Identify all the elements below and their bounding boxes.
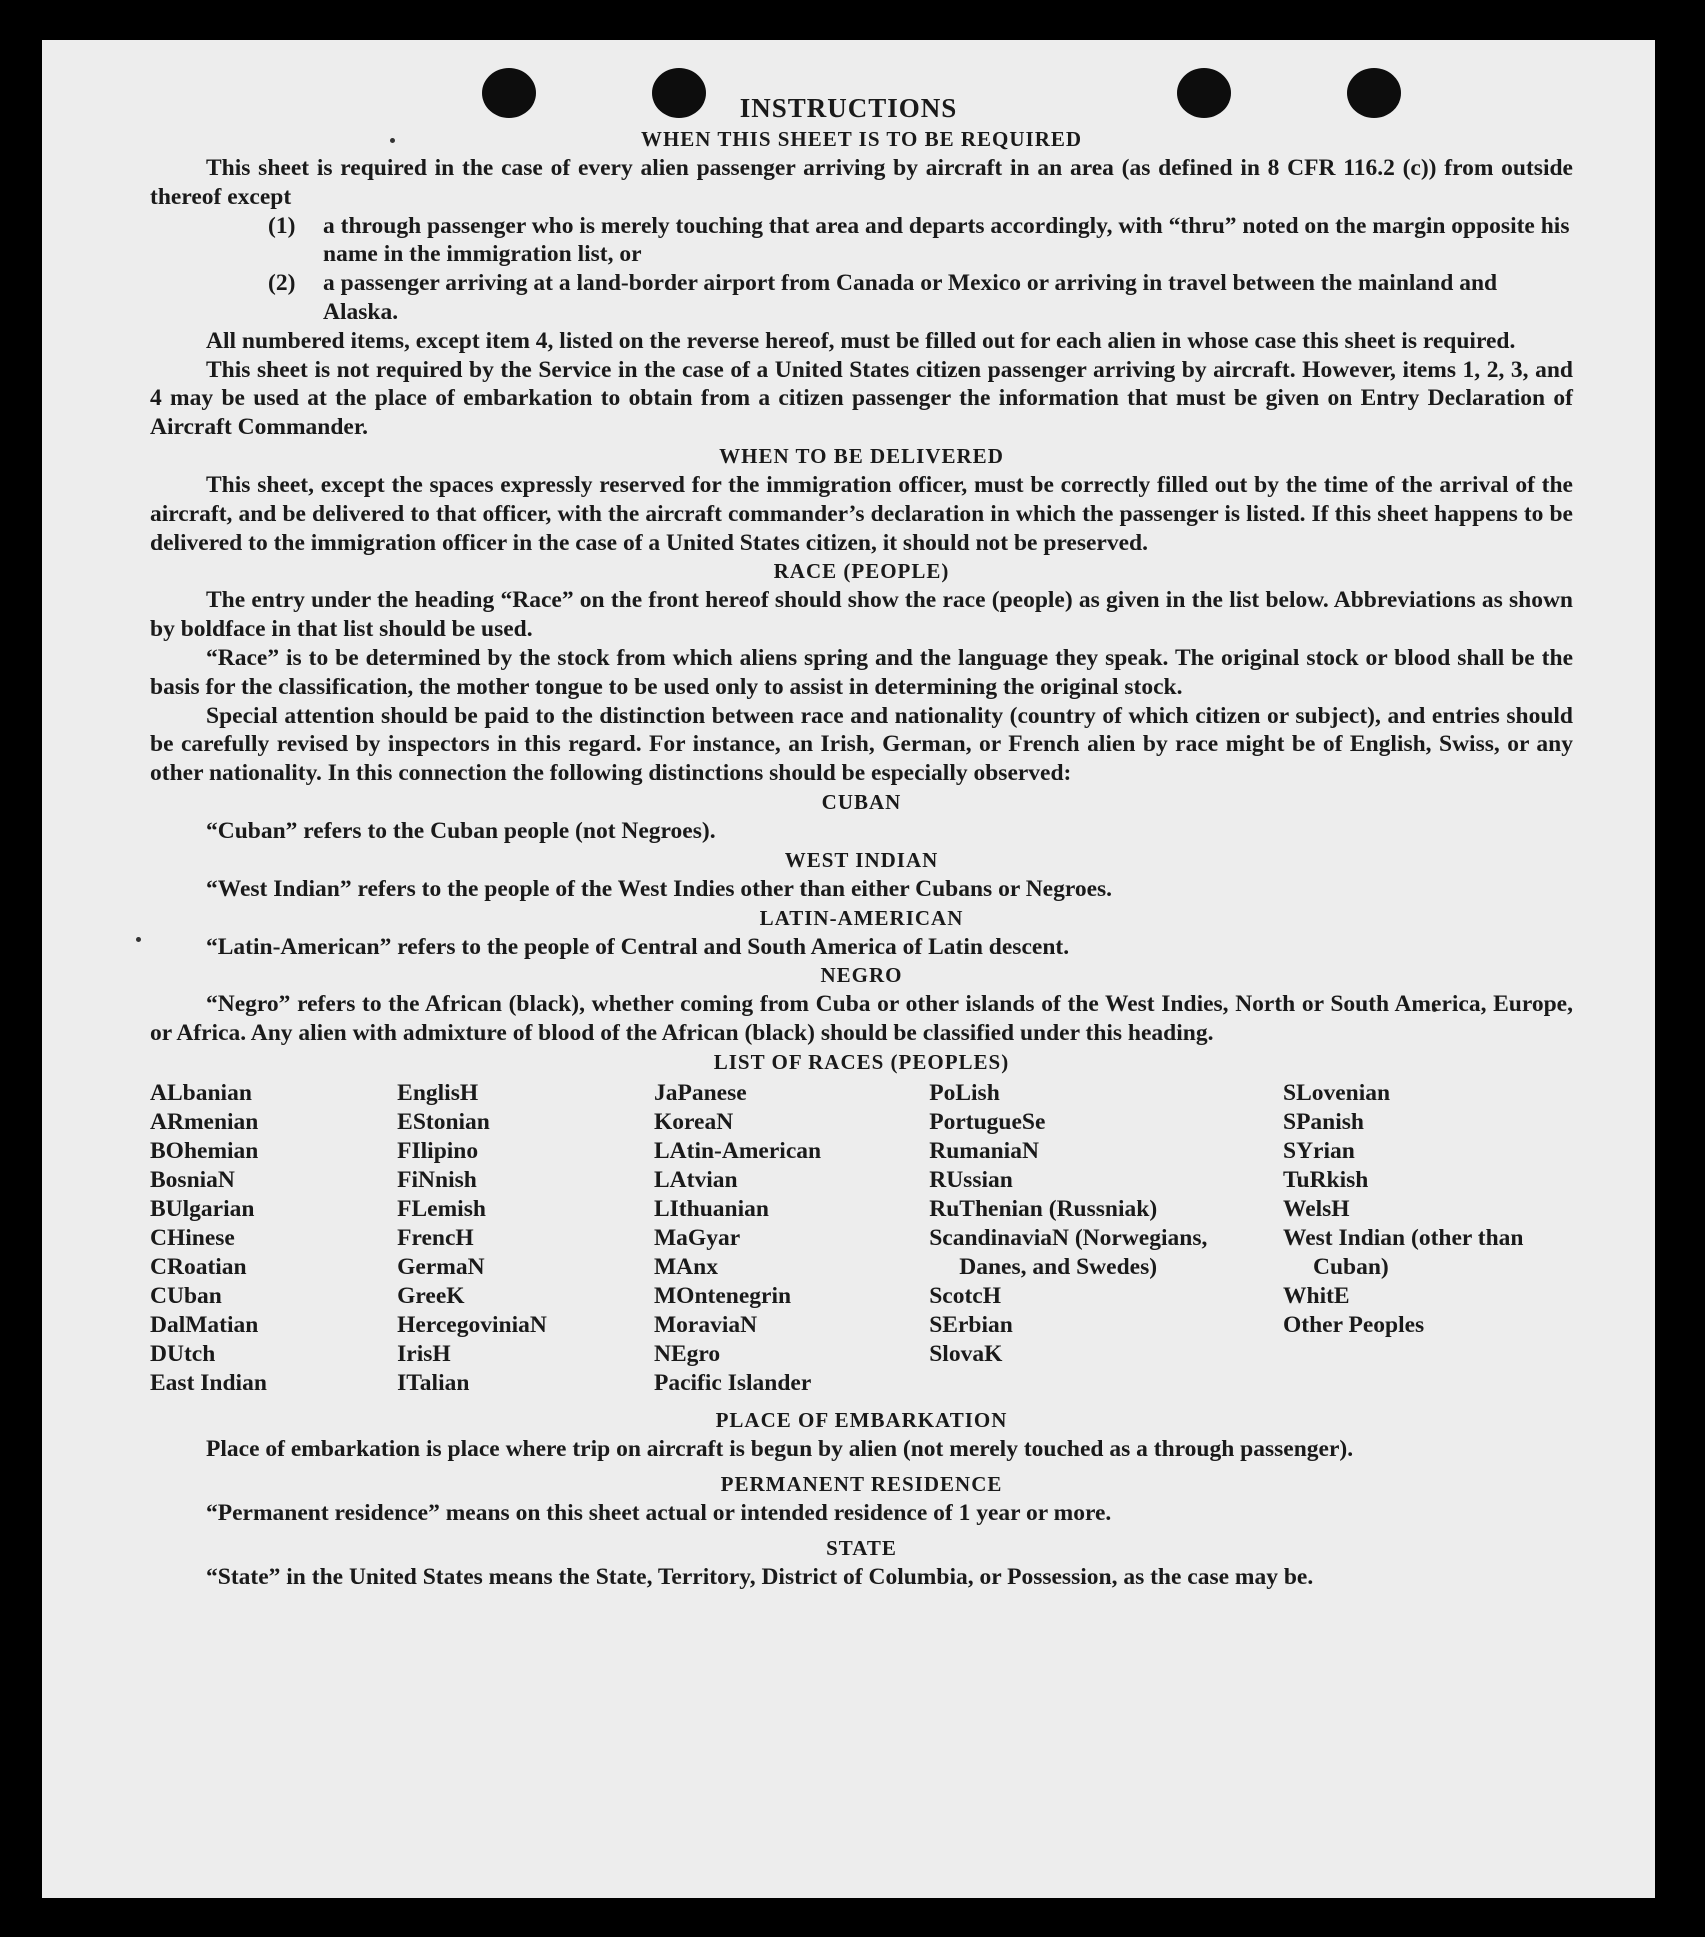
race-entry: RUssian bbox=[929, 1166, 1013, 1193]
race-entry: CRoatian bbox=[150, 1253, 247, 1280]
heading-latin-american: LATIN-AMERICAN bbox=[759, 905, 964, 930]
race-entry: EStonian bbox=[397, 1108, 490, 1135]
heading-negro: NEGRO bbox=[820, 963, 903, 988]
race-entry: FLemish bbox=[397, 1195, 486, 1222]
race-entry: DalMatian bbox=[150, 1311, 259, 1338]
instructions-body bbox=[150, 125, 1573, 1591]
paragraph: “Race” is to be determined by the stock from which aliens spring and the language they speak. The original stock or blood shall be the basis for the classification, the mother tongue to be used only to assist in determining the original stock. bbox=[150, 644, 1573, 700]
race-entry: SYrian bbox=[1283, 1137, 1355, 1164]
race-entry: KoreaN bbox=[653, 1108, 734, 1135]
race-entry: SErbian bbox=[929, 1311, 1013, 1338]
race-entry: CHinese bbox=[150, 1224, 235, 1251]
paragraph: This sheet is required in the case of every alien passenger arriving by aircraft in an area (as defined in 8 CFR 116.2 (c)) from outside thereof except bbox=[150, 155, 1573, 210]
paragraph: This sheet is not required by the Service in the case of a United States citizen passenger arriving by aircraft. However, items 1, 2, 3, and 4 may be used at the place of embarkation to obtain from a citizen passenger the information that must be given on Entry Declaration of Aircraft Commander. bbox=[150, 356, 1573, 441]
paragraph: The entry under the heading “Race” on the front hereof should show the race (people) as given in the list below. Abbreviations as shown by boldface in that list should be used. bbox=[150, 587, 1573, 643]
race-entry: RumaniaN bbox=[929, 1137, 1039, 1164]
race-entry: East Indian bbox=[150, 1369, 267, 1396]
race-entry: SPanish bbox=[1283, 1108, 1364, 1135]
race-entry: WhitE bbox=[1283, 1282, 1350, 1309]
race-entry: ScandinaviaN (Norwegians, Danes, and Swedes) bbox=[929, 1224, 1208, 1280]
paragraph: “Cuban” refers to the Cuban people (not Negroes). bbox=[206, 817, 716, 844]
heading-residence: PERMANENT RESIDENCE bbox=[720, 1471, 1003, 1496]
race-entry: BOhemian bbox=[150, 1137, 259, 1164]
document-sheet bbox=[42, 40, 1655, 1898]
race-column bbox=[150, 1079, 397, 1398]
race-entry: LAtvian bbox=[653, 1166, 738, 1193]
heading-when-required: WHEN THIS SHEET IS TO BE REQUIRED bbox=[640, 127, 1083, 151]
race-entry: MAnx bbox=[653, 1253, 718, 1280]
race-entry: GermaN bbox=[397, 1253, 485, 1280]
paragraph: “Latin-American” refers to the people of Central and South America of Latin descent. bbox=[206, 933, 1070, 960]
race-entry: TuRkish bbox=[1283, 1166, 1369, 1193]
paragraph: This sheet, except the spaces expressly reserved for the immigration officer, must be correctly filled out by the time of the arrival of the aircraft, and be delivered to that officer, with the aircraft commander’s declaration in which the passenger is listed. If this sheet happens to be delivered to the immigration officer in the case of a United States citizen, it should not be preserved. bbox=[150, 471, 1573, 556]
paragraph: All numbered items, except item 4, listed on the reverse hereof, must be filled out for each alien in whose case this sheet is required. bbox=[206, 327, 1516, 354]
race-entry: SlovaK bbox=[929, 1340, 1003, 1367]
heading-embarkation: PLACE OF EMBARKATION bbox=[715, 1407, 1008, 1432]
race-entry: IrisH bbox=[397, 1340, 451, 1367]
race-entry: ALbanian bbox=[150, 1079, 252, 1106]
item-number: (1) bbox=[268, 212, 296, 239]
exception-item bbox=[268, 269, 1573, 327]
race-entry: EnglisH bbox=[397, 1079, 479, 1106]
heading-cuban: CUBAN bbox=[821, 789, 902, 814]
item-text: a passenger arriving at a land-border airport from Canada or Mexico or arriving in travel between the mainland and Alaska. bbox=[323, 270, 1498, 325]
exception-item bbox=[268, 212, 1573, 270]
race-entry: GreeK bbox=[397, 1282, 465, 1309]
paragraph: Place of embarkation is place where trip on aircraft is begun by alien (not merely touched as a through passenger). bbox=[206, 1435, 1354, 1462]
paragraph: Special attention should be paid to the distinction between race and nationality (country of which citizen or subject), and entries should be carefully revised by inspectors in this regard. For instance, an Irish, German, or French alien by race might be of English, Swiss, or any other nationality. In this connection the following distinctions should be especially observed: bbox=[150, 702, 1573, 787]
race-entry: ITalian bbox=[397, 1369, 470, 1396]
race-entry: Pacific Islander bbox=[653, 1369, 812, 1396]
race-entry: RuThenian (Russniak) bbox=[929, 1195, 1158, 1222]
race-column bbox=[397, 1079, 654, 1398]
race-entry: DUtch bbox=[150, 1340, 216, 1367]
race-entry: FrencH bbox=[397, 1224, 474, 1251]
race-entry: JaPanese bbox=[653, 1079, 747, 1106]
item-text: a through passenger who is merely touching that area and departs accordingly, with “thru” noted on the margin opposite his name in the immigration list, or bbox=[323, 212, 1570, 268]
race-entry: MOntenegrin bbox=[653, 1282, 792, 1309]
race-entry: LAtin-American bbox=[653, 1137, 822, 1164]
race-entry: NEgro bbox=[653, 1340, 721, 1367]
paragraph: “State” in the United States means the State, Territory, District of Columbia, or Possession, as the case may be. bbox=[206, 1563, 1314, 1590]
race-entry: HercegoviniaN bbox=[397, 1311, 547, 1338]
paragraph: “Permanent residence” means on this sheet actual or intended residence of 1 year or more. bbox=[206, 1499, 1112, 1526]
heading-race: RACE (PEOPLE) bbox=[773, 559, 950, 584]
race-column bbox=[654, 1079, 929, 1398]
race-entry: SLovenian bbox=[1283, 1079, 1391, 1106]
race-column bbox=[929, 1079, 1283, 1398]
race-entry: ScotcH bbox=[929, 1282, 1002, 1309]
heading-state: STATE bbox=[826, 1535, 897, 1560]
race-entry: PortugueSe bbox=[929, 1108, 1046, 1135]
race-entry: WelsH bbox=[1283, 1195, 1350, 1222]
race-entry: CUban bbox=[150, 1282, 222, 1309]
race-list bbox=[150, 1079, 1573, 1398]
item-number: (2) bbox=[268, 270, 296, 297]
race-entry: BUlgarian bbox=[150, 1195, 255, 1222]
speck bbox=[136, 937, 141, 942]
heading-when-delivered: WHEN TO BE DELIVERED bbox=[719, 443, 1004, 468]
race-entry: FIlipino bbox=[397, 1137, 479, 1164]
race-entry: LIthuanian bbox=[653, 1195, 769, 1222]
heading-west-indian: WEST INDIAN bbox=[784, 847, 939, 872]
race-entry: FiNnish bbox=[397, 1166, 477, 1193]
race-entry: BosniaN bbox=[150, 1166, 235, 1193]
race-entry: MaGyar bbox=[653, 1224, 741, 1251]
race-entry: ARmenian bbox=[150, 1108, 259, 1135]
paragraph: “Negro” refers to the African (black), whether coming from Cuba or other islands of the West Indies, North or South America, Europe, or Africa. Any alien with admixture of blood of the African (black) should be classified under this heading. bbox=[150, 991, 1573, 1047]
race-entry: West Indian (other than Cuban) bbox=[1283, 1224, 1524, 1280]
heading-list-of-races: LIST OF RACES (PEOPLES) bbox=[713, 1049, 1010, 1074]
race-column bbox=[1283, 1079, 1573, 1398]
page-title: INSTRUCTIONS bbox=[739, 93, 958, 123]
race-entry: Other Peoples bbox=[1283, 1311, 1425, 1338]
race-entry: MoraviaN bbox=[653, 1311, 758, 1338]
paragraph: “West Indian” refers to the people of the West Indies other than either Cubans or Negroes. bbox=[206, 875, 1113, 902]
race-entry: PoLish bbox=[929, 1079, 1000, 1106]
